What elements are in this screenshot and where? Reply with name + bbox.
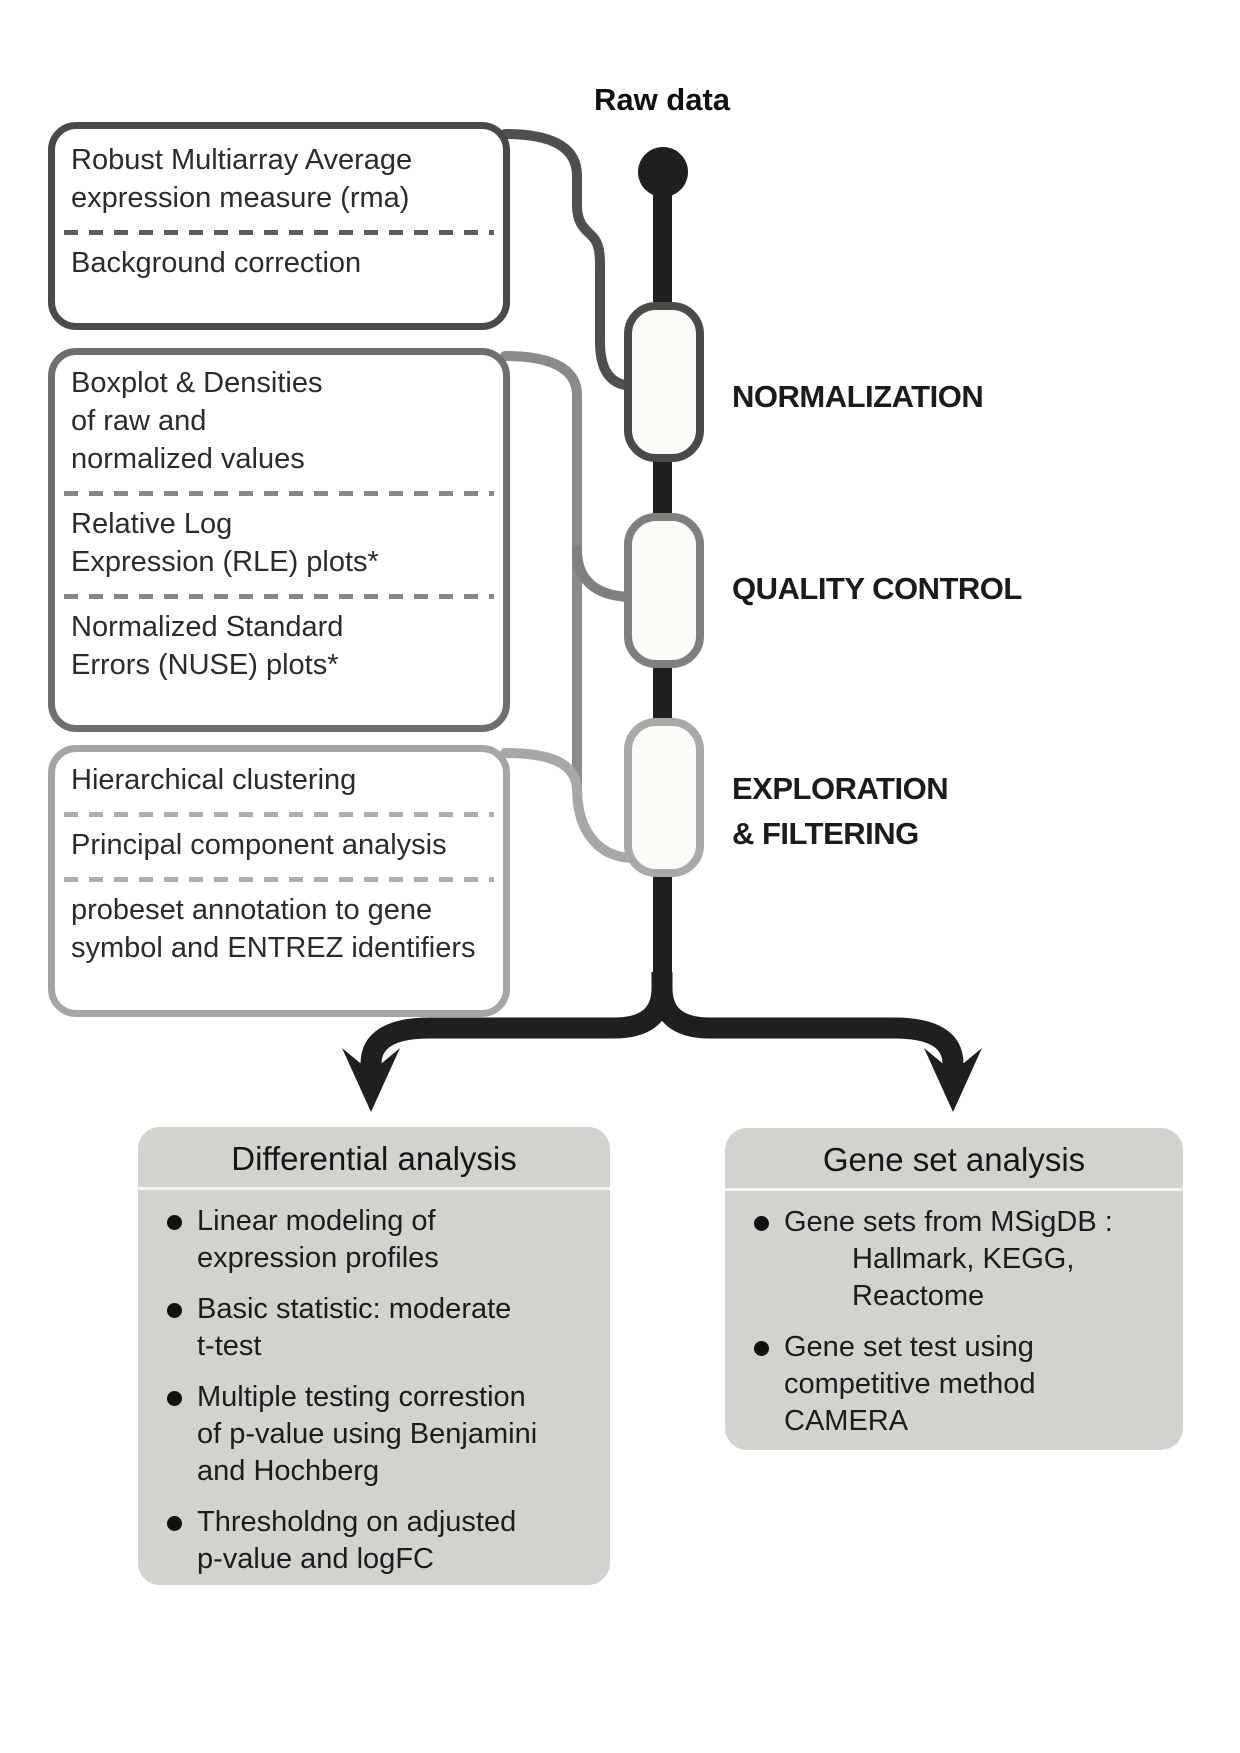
stage-step: Principal component analysis bbox=[71, 829, 447, 861]
stage-label-quality-control: QUALITY CONTROL bbox=[732, 571, 1022, 606]
stage-step: Robust Multiarray Average expression measure (rma) bbox=[71, 144, 413, 214]
bullet-dot-icon bbox=[167, 1215, 182, 1230]
stage-label-exploration-filtering: EXPLORATION & FILTERING bbox=[732, 771, 949, 851]
connector-exploration-stub bbox=[505, 753, 577, 788]
raw-data-label: Raw data bbox=[593, 82, 731, 117]
branch-arm-right bbox=[662, 972, 953, 1072]
card-title: Gene set analysis bbox=[725, 1128, 1183, 1191]
normalization-node bbox=[624, 302, 704, 462]
stage-step: Hierarchical clustering bbox=[71, 764, 357, 796]
quality-control-steps-box bbox=[48, 348, 510, 732]
bullet-item: Thresholdng on adjusted p-value and logFC bbox=[167, 1504, 598, 1578]
bullet-item: Gene sets from MSigDB : Hallmark, KEGG, Reactome bbox=[754, 1204, 1171, 1315]
bullet-dot-icon bbox=[167, 1516, 182, 1531]
quality-control-node bbox=[624, 513, 704, 668]
card-title: Differential analysis bbox=[138, 1127, 610, 1190]
bullet-dot-icon bbox=[167, 1303, 182, 1318]
connector-normalization bbox=[505, 134, 634, 386]
stage-step: probeset annotation to gene symbol and ENTREZ identifiers bbox=[71, 894, 476, 964]
bullet-item: Multiple testing correstion of p-value using Benjamini and Hochberg bbox=[167, 1379, 598, 1490]
exploration-filtering-node bbox=[624, 718, 704, 877]
bullet-dot-icon bbox=[754, 1341, 769, 1356]
bullet-item: Linear modeling of expression profiles bbox=[167, 1203, 598, 1277]
gene-set-analysis-card bbox=[725, 1128, 1183, 1450]
bullet-dot-icon bbox=[754, 1216, 769, 1231]
bullet-list bbox=[725, 1191, 1183, 1440]
stage-step: Background correction bbox=[71, 247, 362, 279]
bullet-item: Gene set test using competitive method CAMERA bbox=[754, 1329, 1171, 1440]
bullet-list bbox=[138, 1190, 610, 1578]
stage-label-normalization: NORMALIZATION bbox=[732, 379, 984, 414]
normalization-steps-box bbox=[48, 122, 510, 330]
stage-step: Normalized Standard Errors (NUSE) plots* bbox=[71, 611, 344, 681]
stage-step: Boxplot & Densities of raw and normalized values bbox=[71, 367, 323, 475]
connector-rail bbox=[505, 356, 577, 790]
exploration-filtering-steps-box bbox=[48, 745, 510, 1017]
differential-analysis-card bbox=[138, 1127, 610, 1585]
bullet-item: Basic statistic: moderate t-test bbox=[167, 1291, 598, 1365]
stage-step: Relative Log Expression (RLE) plots* bbox=[71, 508, 379, 578]
bullet-dot-icon bbox=[167, 1391, 182, 1406]
